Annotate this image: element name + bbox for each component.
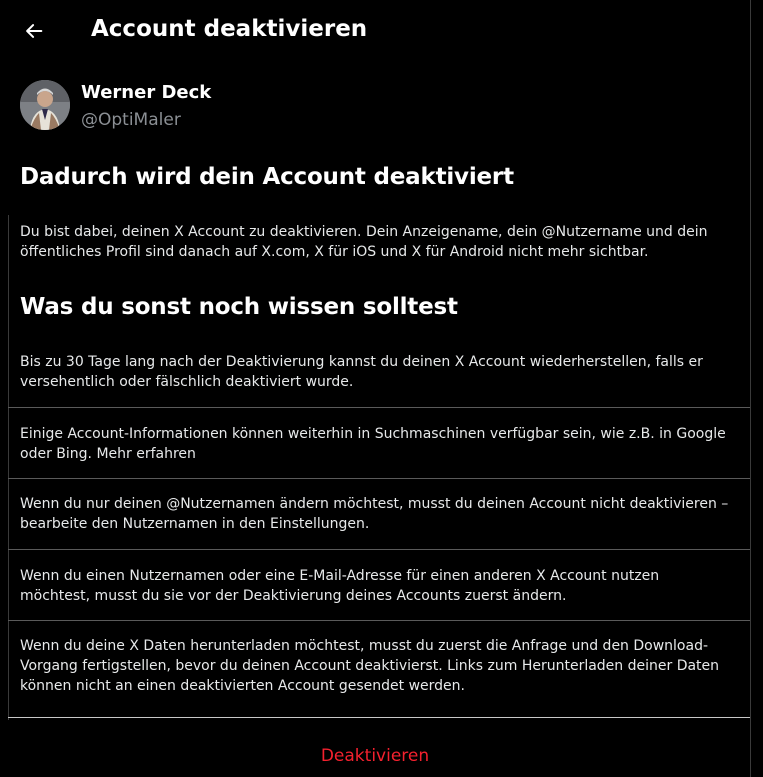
avatar-portrait-icon <box>20 80 70 130</box>
page-title: Account deaktivieren <box>91 16 368 42</box>
section-heading-info: Was du sonst noch wissen solltest <box>20 294 458 320</box>
back-button[interactable] <box>18 15 50 47</box>
profile-name: Werner Deck <box>81 82 212 103</box>
arrow-left-icon <box>23 20 45 42</box>
section-heading-deactivation: Dadurch wird dein Account deaktiviert <box>20 164 514 190</box>
info-item-text: Einige Account-Informationen können weiterhin in Suchmaschinen verfügbar sein, wie z.B. in Google oder Bing. <box>20 426 726 462</box>
profile-handle: @OptiMaler <box>81 110 181 130</box>
info-item-email: Wenn du einen Nutzernamen oder eine E-Mail-Adresse für einen anderen X Account nutzen möchtest, musst du sie vor der Deaktivierung deines Accounts zuerst ändern. <box>20 568 660 604</box>
divider <box>8 407 750 408</box>
page-header <box>0 0 750 64</box>
learn-more-link[interactable]: Mehr erfahren <box>96 446 196 462</box>
divider <box>8 478 750 479</box>
deactivation-description: Du bist dabei, deinen X Account zu deaktivieren. Dein Anzeigename, dein @Nutzername und dein öffentliches Profil sind danach auf X.com, X für iOS und X für Android nicht mehr sichtbar. <box>20 224 708 260</box>
info-item-download-data: Wenn du deine X Daten herunterladen möchtest, musst du zuerst die Anfrage und den Download-Vorgang fertigstellen, bevor du deinen Account deaktivierst. Links zum Herunterladen deiner Daten können nicht an einen deaktivierten Account gesendet werden. <box>20 638 720 694</box>
panel-right-border <box>750 0 751 777</box>
info-item-username: Wenn du nur deinen @Nutzernamen ändern möchtest, musst du deinen Account nicht deaktivieren – bearbeite den Nutzernamen in den Einstellungen. <box>20 496 729 532</box>
divider-bottom <box>8 717 750 718</box>
panel-left-border <box>8 215 9 720</box>
info-item-search-engines <box>20 424 732 464</box>
avatar[interactable] <box>20 80 70 130</box>
profile-card <box>20 80 740 132</box>
info-item-restore: Bis zu 30 Tage lang nach der Deaktivierung kannst du deinen X Account wiederherstellen, falls er versehentlich oder fälschlich deaktiviert wurde. <box>20 354 703 390</box>
deactivate-button[interactable]: Deaktivieren <box>0 736 750 776</box>
divider <box>8 620 750 621</box>
divider <box>8 549 750 550</box>
